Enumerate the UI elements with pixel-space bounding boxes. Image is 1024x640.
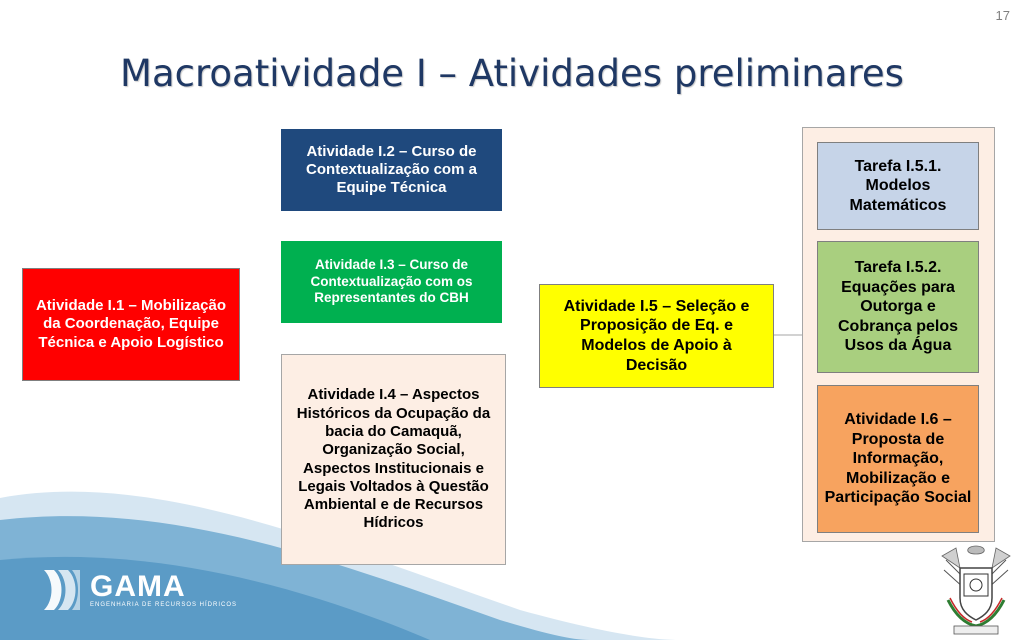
activity-i4-label: Atividade I.4 – Aspectos Históricos da Ocupação da bacia do Camaquã, Organização Social, Aspectos Institucionais e Legais Voltados à Questão Ambiental e de Recursos Hídricos — [296, 386, 491, 532]
gama-logo-icon — [40, 566, 84, 614]
task-i52-box — [817, 241, 979, 373]
page-title: Macroatividade I – Atividades preliminares — [120, 52, 904, 95]
logo-subtitle: ENGENHARIA DE RECURSOS HÍDRICOS — [90, 602, 238, 608]
activity-i4-box — [281, 354, 506, 565]
coat-of-arms-icon — [936, 540, 1016, 638]
activity-i3-label: Atividade I.3 – Curso de Contextualização com os Representantes do CBH — [310, 257, 473, 306]
activity-i1-box — [22, 268, 240, 381]
activity-i1-label: Atividade I.1 – Mobilização da Coordenação, Equipe Técnica e Apoio Logístico — [35, 297, 227, 351]
activity-i2-box — [281, 129, 502, 211]
activity-i5-box — [539, 284, 774, 388]
gama-logo — [40, 566, 237, 614]
logo-name: GAMA — [90, 570, 186, 603]
task-i51-box — [817, 142, 979, 230]
task-i52-label: Tarefa I.5.2. Equações para Outorga e Cobrança pelos Usos da Água — [837, 259, 959, 355]
activity-i6-box — [817, 385, 979, 533]
activity-i3-box — [281, 241, 502, 323]
activity-i2-label: Atividade I.2 – Curso de Contextualização com a Equipe Técnica — [306, 142, 477, 197]
slide-number: 17 — [995, 8, 1010, 23]
activity-i5-label: Atividade I.5 – Seleção e Proposição de Eq. e Modelos de Apoio à Decisão — [563, 297, 750, 374]
task-i51-label: Tarefa I.5.1. Modelos Matemáticos — [849, 157, 947, 214]
activity-i6-label: Atividade I.6 – Proposta de Informação, Mobilização e Participação Social — [824, 411, 972, 507]
